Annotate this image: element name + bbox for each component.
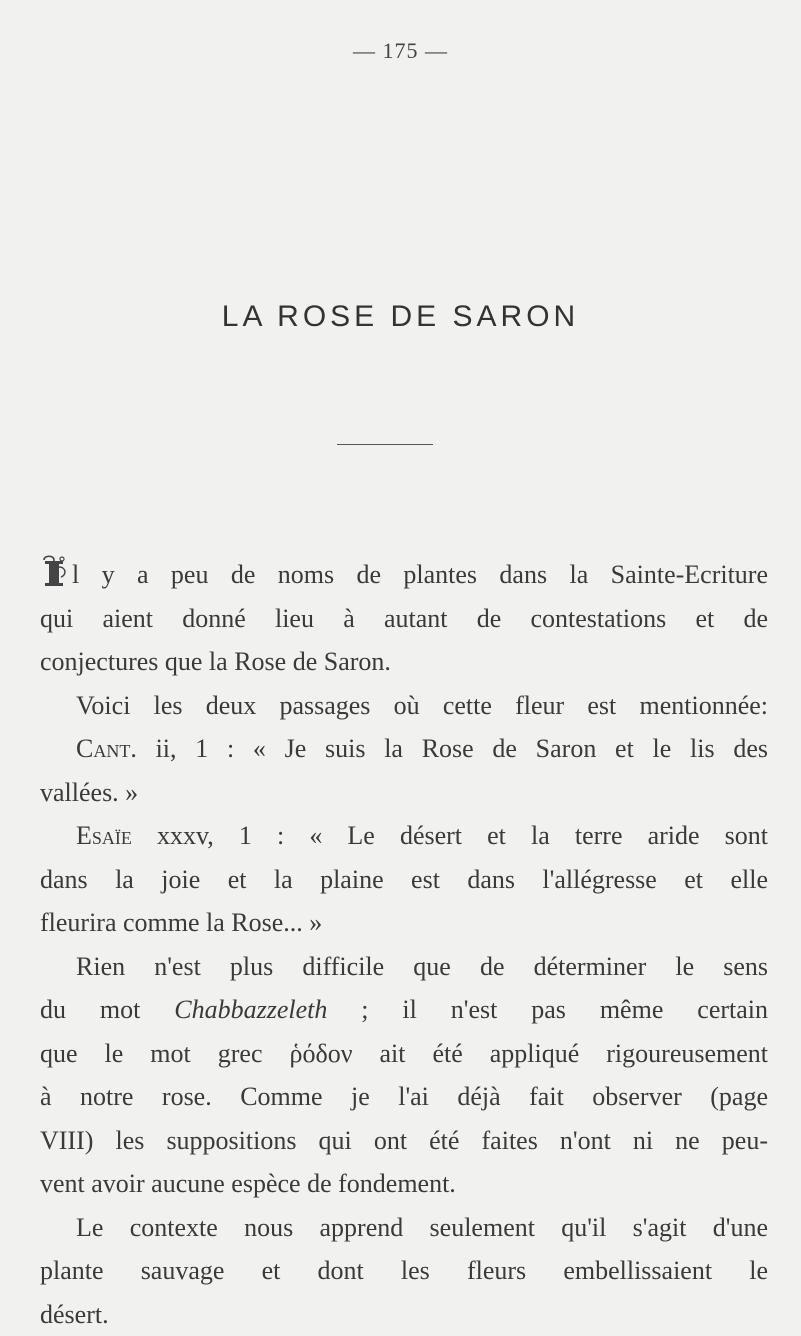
text-line [40,988,768,1032]
text-line [40,814,768,858]
body-text [40,553,768,1336]
text-line: Voici les deux passages où cette fleur est mentionnée: [40,684,768,728]
text-span: xxxv, 1 : « Le désert et la terre aride sont [132,821,768,850]
text-line: vent avoir aucune espèce de fondement. [40,1162,768,1206]
text-line [40,727,768,771]
text-line: plante sauvage et dont les fleurs embellissaient le [40,1249,768,1293]
text-line: VIII) les suppositions qui ont été faites n'ont ni ne peu- [40,1119,768,1163]
text-span: ii, 1 : « Je suis la Rose de Saron et le lis des [137,734,768,763]
text-line: que le mot grec ῥόδον ait été appliqué rigoureusement [40,1032,768,1076]
chapter-title: LA ROSE DE SARON [0,300,801,334]
text-line: vallées. » [40,771,768,815]
text-line: dans la joie et la plaine est dans l'allégresse et elle [40,858,768,902]
text-line: fleurira comme la Rose... » [40,901,768,945]
text-line: désert. [40,1293,768,1336]
bible-reference: Cant. [76,734,137,763]
text-line: qui aient donné lieu à autant de contestations et de [40,597,768,641]
text-span: l y a peu de noms de plantes dans la Sainte-Ecriture [72,560,768,589]
text-line: Rien n'est plus difficile que de déterminer le sens [40,945,768,989]
text-line: à notre rose. Comme je l'ai déjà fait observer (page [40,1075,768,1119]
text-line [40,553,768,597]
ornamental-drop-cap-icon [40,555,70,587]
hebrew-term: Chabbazzeleth [174,995,327,1024]
text-line: Le contexte nous apprend seulement qu'il s'agit d'une [40,1206,768,1250]
bible-reference: Esaïe [76,821,132,850]
title-divider [337,444,433,445]
text-span: du mot [40,995,174,1024]
text-line: conjectures que la Rose de Saron. [40,640,768,684]
text-span: ; il n'est pas même certain [327,995,768,1024]
page-number: — 175 — [0,38,801,64]
